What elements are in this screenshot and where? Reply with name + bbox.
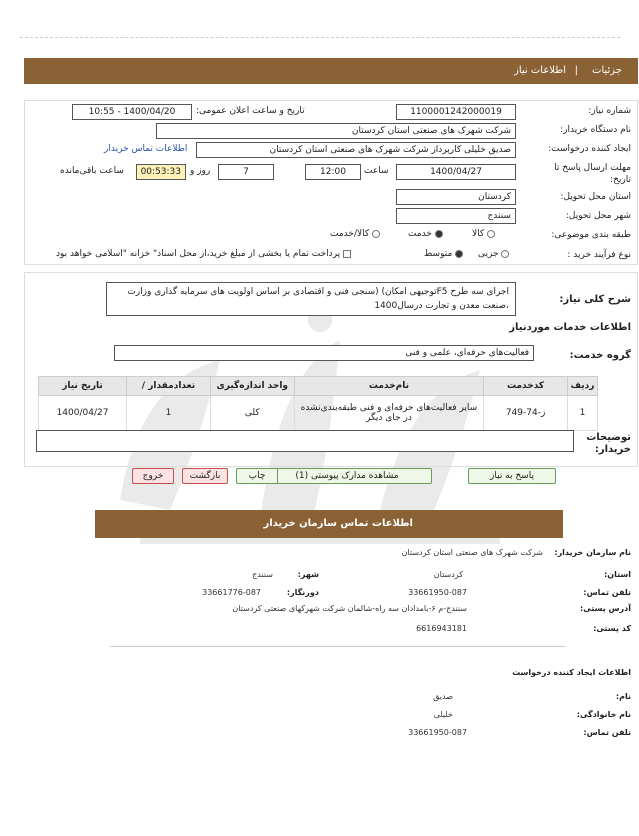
- deadline-time-field: 12:00: [305, 164, 361, 180]
- creator-name-value: صدیق: [433, 692, 453, 701]
- province-label: استان محل تحویل:: [560, 192, 631, 202]
- reply-button[interactable]: پاسخ به نیاز: [468, 468, 556, 484]
- deadline-label: مهلت ارسال پاسخ تا تاریخ:: [554, 163, 631, 185]
- cell-unit: کلی: [210, 396, 294, 431]
- cat-goods-option[interactable]: [472, 229, 495, 239]
- contact-phone-value: 33661950-087: [408, 588, 467, 597]
- proc-medium-option[interactable]: [424, 249, 463, 259]
- process-label: نوع فرآیند خرید :: [567, 250, 631, 260]
- creator-label: ایجاد کننده درخواست:: [548, 144, 631, 154]
- description-label: شرح کلی نیاز:: [559, 294, 631, 305]
- buyer-notes-label: توضیحات خریدار:: [586, 432, 631, 455]
- contact-province-value: کردستان: [433, 570, 463, 579]
- cat-goods-service-option[interactable]: [330, 229, 380, 239]
- proc-medium-text: متوسط: [424, 249, 453, 259]
- col-code: کدخدمت: [484, 377, 568, 396]
- cat-service-option[interactable]: [408, 229, 443, 239]
- col-unit: واحد اندازه‌گیری: [210, 377, 294, 396]
- proc-partial-radio[interactable]: [501, 250, 509, 258]
- service-group-field: فعالیت‌های حرفه‌ای، علمی و فنی: [114, 345, 534, 361]
- contact-postal-label: کد پستی:: [593, 624, 631, 633]
- payment-checkbox[interactable]: [343, 250, 351, 258]
- contact-header: [95, 510, 563, 538]
- creator-field: صدیق خلیلی کارپرداز شرکت شهرک های صنعتی استان کردستان: [196, 142, 516, 158]
- col-name: نام‌خدمت: [294, 377, 483, 396]
- buyer-contact-link[interactable]: اطلاعات تماس خریدار: [104, 144, 188, 154]
- buyer-org-label: نام دستگاه خریدار:: [560, 125, 631, 135]
- province-field: کردستان: [396, 189, 516, 205]
- deadline-time-label: ساعت: [364, 166, 389, 176]
- contact-city-value: سنندج: [252, 570, 273, 579]
- payment-note-text: پرداخت تمام یا بخشی از مبلغ خرید،از محل اسناد" خزانه "اسلامی خواهد بود: [56, 249, 341, 259]
- attachments-button[interactable]: مشاهده مدارک پیوستی (1): [262, 468, 432, 484]
- contact-address-value: سنندج-م ۶-بامدادان سه راه-شالمان شرکت شهرکهای صنعتی کردستان: [232, 604, 467, 613]
- contact-fax-value: 33661776-087: [202, 588, 261, 597]
- cat-goods-service-radio[interactable]: [372, 230, 380, 238]
- need-number-field: 1100001242000019: [396, 104, 516, 120]
- cell-date: 1400/04/27: [39, 396, 127, 431]
- creator-phone-value: 33661950-087: [408, 728, 467, 737]
- service-group-label: گروه خدمت:: [569, 350, 631, 361]
- contact-phone-label: تلفن تماس:: [583, 588, 631, 597]
- days-label: روز و: [190, 166, 211, 176]
- exit-button[interactable]: خروج: [132, 468, 174, 484]
- proc-partial-text: جزیی: [478, 249, 499, 259]
- city-label: شهر محل تحویل:: [565, 211, 631, 221]
- payment-option[interactable]: [56, 249, 351, 259]
- contact-city-label: شهر:: [297, 570, 319, 579]
- contact-address-label: آدرس پستی:: [580, 604, 631, 613]
- breadcrumb-current: اطلاعات نیاز: [514, 65, 566, 76]
- creator-section-title: اطلاعات ایجاد کننده درخواست: [512, 668, 631, 677]
- cell-qty: 1: [127, 396, 211, 431]
- cat-goods-radio[interactable]: [487, 230, 495, 238]
- cat-goods-service-text: کالا/خدمت: [330, 229, 370, 239]
- contact-province-label: استان:: [604, 570, 631, 579]
- remaining-time-field: 00:53:33: [136, 164, 186, 180]
- creator-phone-label: تلفن تماس:: [583, 728, 631, 737]
- contact-postal-value: 6616943181: [416, 624, 467, 633]
- services-section-title: اطلاعات خدمات موردنیاز: [509, 322, 631, 333]
- contact-divider: [110, 646, 566, 647]
- proc-medium-radio[interactable]: [455, 250, 463, 258]
- city-field: سنندج: [396, 208, 516, 224]
- breadcrumb-details-link[interactable]: جزئیات: [592, 65, 622, 76]
- days-field: 7: [218, 164, 274, 180]
- contact-fax-label: دورنگار:: [286, 588, 319, 597]
- page-header: [24, 58, 638, 84]
- col-date: تاریخ نیاز: [39, 377, 127, 396]
- col-row: ردیف: [567, 377, 597, 396]
- col-qty: تعدادمقدار /: [127, 377, 211, 396]
- cell-name: سایر فعالیت‌های حرفه‌ای و فنی طبقه‌بندی‌نشده در جای دیگر: [294, 396, 483, 431]
- breadcrumb-separator: |: [574, 65, 578, 76]
- print-button[interactable]: چاپ: [236, 468, 278, 484]
- description-field: اجرای سه طرح F5توجیهی امکان) (سنجی فنی و اقتصادی بر اساس اولویت های سرمایه گذاری وزارت ،صنعت معدن و تجارت درسال1400: [106, 282, 516, 316]
- table-header-row: [39, 377, 598, 396]
- cat-service-radio[interactable]: [435, 230, 443, 238]
- top-divider: [20, 37, 620, 38]
- contact-org-label: نام سازمان خریدار:: [554, 548, 631, 557]
- buyer-notes-field: [36, 430, 574, 452]
- cell-code: ز-74-749: [484, 396, 568, 431]
- services-table: [38, 376, 598, 431]
- cat-service-text: خدمت: [408, 229, 432, 239]
- creator-name-label: نام:: [615, 692, 631, 701]
- cat-goods-text: کالا: [472, 229, 485, 239]
- announce-label: تاریخ و ساعت اعلان عمومی:: [196, 106, 305, 116]
- cell-row: 1: [567, 396, 597, 431]
- back-button[interactable]: بازگشت: [182, 468, 228, 484]
- announce-field: 1400/04/20 - 10:55: [72, 104, 192, 120]
- category-label: طبقه بندی موضوعی:: [551, 230, 631, 240]
- buyer-org-field: شرکت شهرک های صنعتی استان کردستان: [156, 123, 516, 139]
- creator-family-label: نام خانوادگی:: [576, 710, 631, 719]
- contact-title: اطلاعات تماس سازمان خریدار: [263, 518, 413, 529]
- table-row: [39, 396, 598, 431]
- creator-family-value: خلیلی: [433, 710, 453, 719]
- remaining-label: ساعت باقی‌مانده: [60, 166, 124, 176]
- need-number-label: شماره نیاز:: [588, 106, 631, 116]
- proc-partial-option[interactable]: [478, 249, 509, 259]
- deadline-date-field: 1400/04/27: [396, 164, 516, 180]
- contact-org-value: شرکت شهرک های صنعتی استان کردستان: [401, 548, 543, 557]
